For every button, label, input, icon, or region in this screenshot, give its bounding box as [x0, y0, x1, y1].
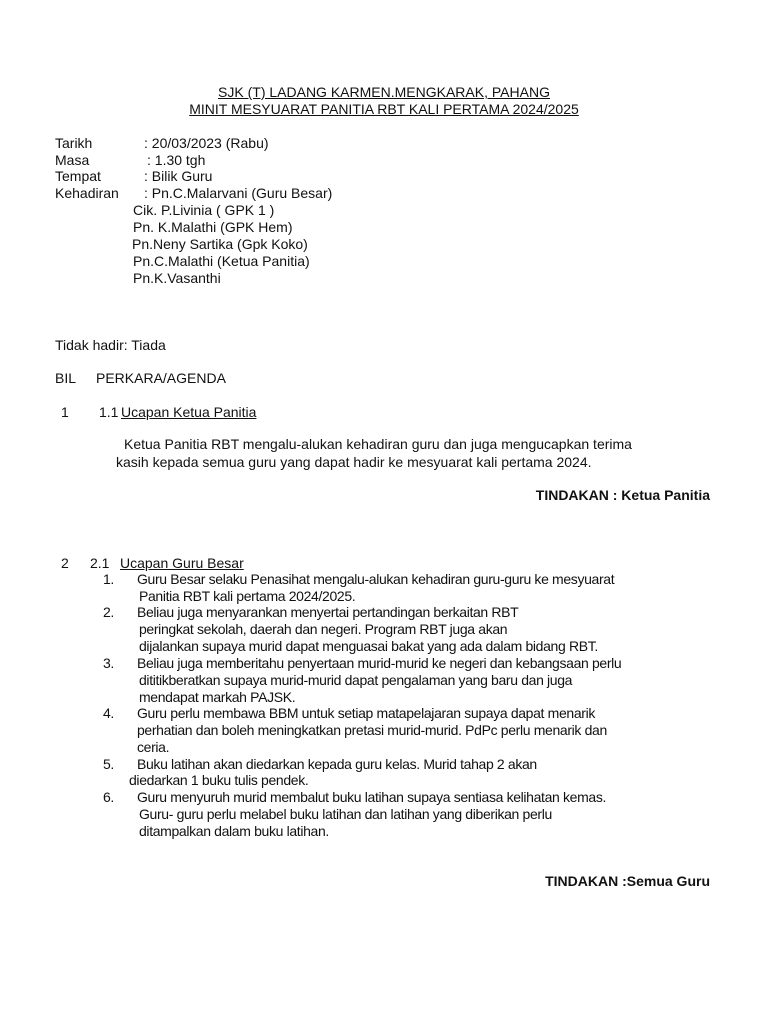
item-number: 4.: [103, 705, 114, 721]
item-text: Beliau juga memberitahu penyertaan murid-murid ke negeri dan kebangsaan perlu: [137, 655, 622, 671]
item-number: 2.: [103, 604, 114, 620]
item-text: Guru- guru perlu melabel buku latihan dan latihan yang diberikan perlu: [139, 806, 552, 822]
item-text: Guru perlu membawa BBM untuk setiap matapelajaran supaya dapat menarik: [137, 705, 595, 721]
attendee: Pn.K.Vasanthi: [133, 270, 221, 286]
item-text: peringkat sekolah, daerah dan negeri. Program RBT juga akan: [139, 621, 508, 637]
item-text: mendapat markah PAJSK.: [139, 689, 296, 705]
masa-value: : 1.30 tgh: [147, 152, 206, 168]
item-text: dititikberatkan supaya murid-murid dapat pengalaman yang baru dan juga: [139, 672, 573, 688]
masa-label: Masa: [55, 152, 90, 168]
school-name: SJK (T) LADANG KARMEN.MENGKARAK, PAHANG: [218, 84, 550, 100]
section2-tindakan: TINDAKAN :Semua Guru: [545, 873, 710, 889]
item-text: Guru menyuruh murid membalut buku latihan supaya sentiasa kelihatan kemas.: [137, 789, 607, 805]
attendee: Pn.Neny Sartika (Gpk Koko): [132, 236, 308, 252]
kehadiran-label: Kehadiran: [55, 185, 119, 201]
item-number: 1.: [103, 571, 114, 587]
item-text: diedarkan 1 buku tulis pendek.: [129, 772, 309, 788]
attendee: Pn.C.Malathi (Ketua Panitia): [133, 253, 310, 269]
item-text: Panitia RBT kali pertama 2024/2025.: [139, 588, 356, 604]
section2-bil: 2: [61, 555, 69, 571]
agenda-header: PERKARA/AGENDA: [96, 370, 226, 386]
document-title: MINIT MESYUARAT PANITIA RBT KALI PERTAMA 2024/2025: [189, 101, 579, 117]
bil-header: BIL: [55, 370, 77, 386]
item-text: Buku latihan akan diedarkan kepada guru kelas. Murid tahap 2 akan: [137, 756, 537, 772]
attendee: Cik. P.Livinia ( GPK 1 ): [133, 202, 275, 218]
item-text: ditampalkan dalam buku latihan.: [139, 823, 329, 839]
attendee: Pn. K.Malathi (GPK Hem): [133, 219, 293, 235]
item-number: 5.: [103, 756, 114, 772]
item-text: perhatian dan boleh meningkatkan pretasi murid-murid. PdPc perlu menarik dan: [137, 722, 607, 738]
section1-title: Ucapan Ketua Panitia: [121, 404, 257, 420]
item-number: 6.: [103, 789, 114, 805]
item-text: Beliau juga menyarankan menyertai pertandingan berkaitan RBT: [137, 604, 519, 620]
section1-num: 1.1: [99, 404, 119, 420]
section1-text: kasih kepada semua guru yang dapat hadir ke mesyuarat kali pertama 2024.: [116, 454, 592, 470]
item-text: Guru Besar selaku Penasihat mengalu-alukan kehadiran guru-guru ke mesyuarat: [137, 571, 615, 587]
item-text: dijalankan supaya murid dapat menguasai bakat yang ada dalam bidang RBT.: [139, 638, 598, 654]
item-text: ceria.: [137, 739, 170, 755]
section2-num: 2.1: [90, 555, 110, 571]
attendee: : Pn.C.Malarvani (Guru Besar): [144, 185, 333, 201]
tarikh-value: : 20/03/2023 (Rabu): [144, 135, 269, 151]
section2-title: Ucapan Guru Besar: [120, 555, 244, 571]
tempat-label: Tempat: [55, 168, 101, 184]
section1-text: Ketua Panitia RBT mengalu-alukan kehadiran guru dan juga mengucapkan terima: [124, 436, 632, 452]
tempat-value: : Bilik Guru: [144, 168, 213, 184]
tarikh-label: Tarikh: [55, 135, 93, 151]
section1-tindakan: TINDAKAN : Ketua Panitia: [535, 487, 710, 503]
absent: Tidak hadir: Tiada: [55, 337, 166, 353]
item-number: 3.: [103, 655, 114, 671]
section1-bil: 1: [61, 404, 69, 420]
